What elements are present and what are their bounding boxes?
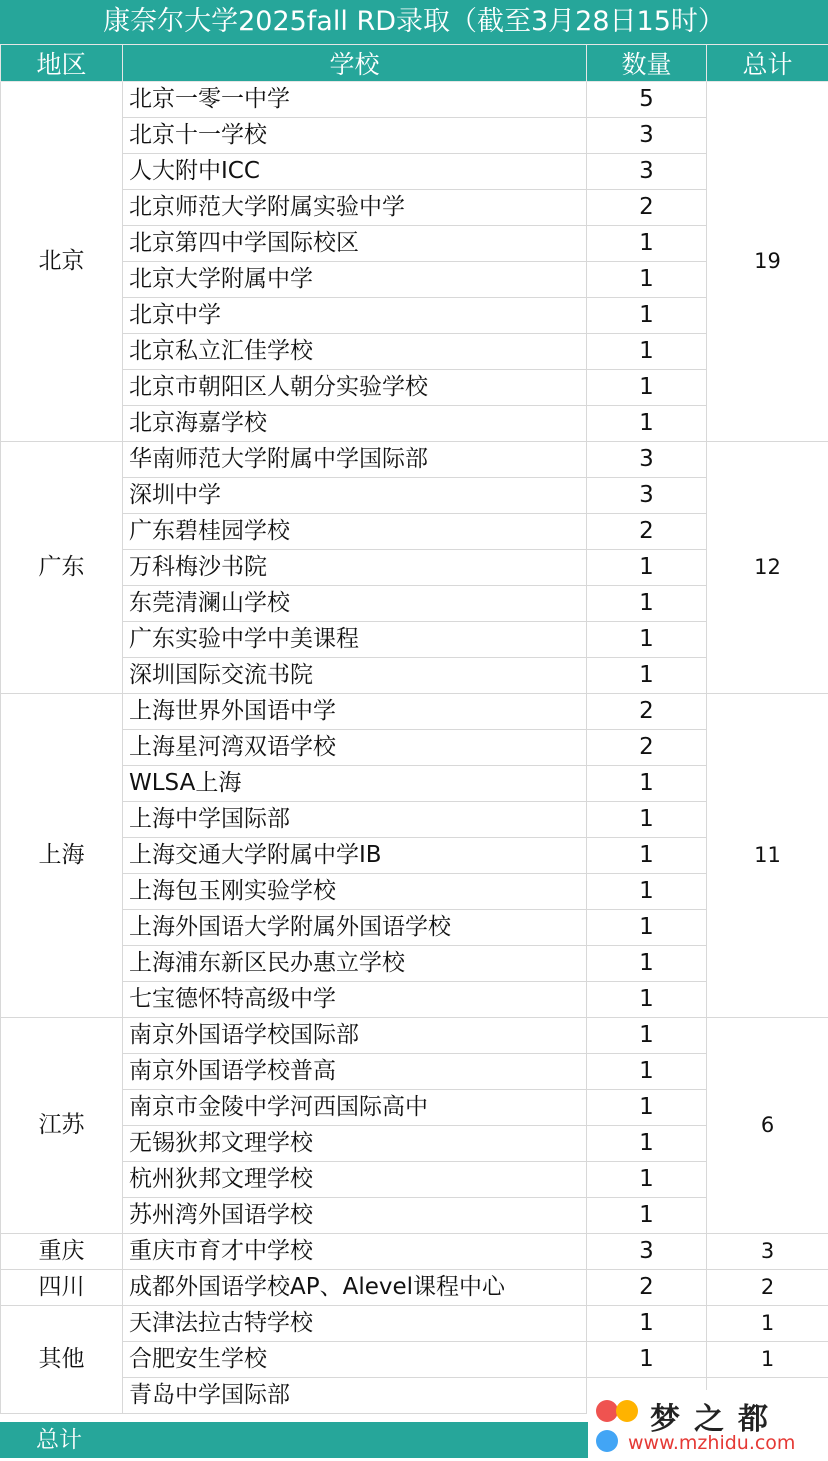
- total-cell: 3: [707, 1234, 828, 1270]
- table-row: [1, 1198, 828, 1234]
- table-row: [1, 154, 828, 190]
- count-cell: 1: [587, 910, 707, 946]
- count-cell: 2: [587, 694, 707, 730]
- yellow-face-icon: [616, 1400, 638, 1422]
- page-title: 康奈尔大学2025fall RD录取（截至3月28日15时）: [0, 0, 828, 44]
- school-cell: 华南师范大学附属中学国际部: [123, 442, 587, 478]
- red-face-icon: [596, 1400, 618, 1422]
- table-row: [1, 946, 828, 982]
- count-cell: 1: [587, 874, 707, 910]
- school-cell: 上海浦东新区民办惠立学校: [123, 946, 587, 982]
- table-row: [1, 298, 828, 334]
- school-cell: 北京第四中学国际校区: [123, 226, 587, 262]
- school-cell: 上海世界外国语中学: [123, 694, 587, 730]
- count-cell: 1: [587, 1162, 707, 1198]
- table-row: [1, 982, 828, 1018]
- count-cell: 1: [587, 1198, 707, 1234]
- count-cell: 3: [587, 442, 707, 478]
- school-cell: 上海包玉刚实验学校: [123, 874, 587, 910]
- region-cell: 上海: [1, 694, 123, 1018]
- table-row: [1, 514, 828, 550]
- count-cell: 1: [587, 946, 707, 982]
- school-cell: 北京私立汇佳学校: [123, 334, 587, 370]
- table-row: [1, 1054, 828, 1090]
- school-cell: 广东实验中学中美课程: [123, 622, 587, 658]
- count-cell: 1: [587, 370, 707, 406]
- count-cell: 1: [587, 586, 707, 622]
- count-cell: 2: [587, 1270, 707, 1306]
- table-row: [1, 370, 828, 406]
- table-row: [1, 1018, 828, 1054]
- school-cell: 杭州狄邦文理学校: [123, 1162, 587, 1198]
- watermark-logo: [588, 1390, 828, 1461]
- header-row: [1, 45, 828, 82]
- school-cell: 北京中学: [123, 298, 587, 334]
- table-row: [1, 694, 828, 730]
- school-cell: 北京一零一中学: [123, 82, 587, 118]
- region-cell: 重庆: [1, 1234, 123, 1270]
- count-cell: 1: [587, 1306, 707, 1342]
- school-cell: 深圳国际交流书院: [123, 658, 587, 694]
- table-row: [1, 1342, 828, 1378]
- count-cell: 1: [587, 1126, 707, 1162]
- table-row: [1, 838, 828, 874]
- table-row: [1, 802, 828, 838]
- total-cell: 19: [707, 82, 828, 442]
- school-cell: 北京海嘉学校: [123, 406, 587, 442]
- school-cell: 深圳中学: [123, 478, 587, 514]
- count-cell: 1: [587, 622, 707, 658]
- table-row: [1, 478, 828, 514]
- count-cell: 3: [587, 118, 707, 154]
- school-cell: 人大附中ICC: [123, 154, 587, 190]
- table-row: [1, 1162, 828, 1198]
- count-cell: 3: [587, 478, 707, 514]
- count-cell: 1: [587, 1054, 707, 1090]
- blue-face-icon: [596, 1430, 618, 1452]
- total-cell: 11: [707, 694, 828, 1018]
- school-cell: 上海外国语大学附属外国语学校: [123, 910, 587, 946]
- region-cell: 其他: [1, 1306, 123, 1414]
- count-cell: 1: [587, 1018, 707, 1054]
- header-region: 地区: [1, 45, 123, 82]
- count-cell: 5: [587, 82, 707, 118]
- school-cell: 无锡狄邦文理学校: [123, 1126, 587, 1162]
- school-cell: 北京师范大学附属实验中学: [123, 190, 587, 226]
- table-row: [1, 190, 828, 226]
- footer-total-bar: [0, 1422, 588, 1458]
- count-cell: 1: [587, 982, 707, 1018]
- total-cell: 1: [707, 1306, 828, 1342]
- count-cell: 1: [587, 334, 707, 370]
- count-cell: 1: [587, 550, 707, 586]
- table-row: [1, 1234, 828, 1270]
- table-row: [1, 658, 828, 694]
- count-cell: 1: [587, 226, 707, 262]
- count-cell: 2: [587, 514, 707, 550]
- table-row: [1, 766, 828, 802]
- table-row: [1, 910, 828, 946]
- table-row: [1, 730, 828, 766]
- school-cell: 万科梅沙书院: [123, 550, 587, 586]
- count-cell: 1: [587, 262, 707, 298]
- table-row: [1, 1090, 828, 1126]
- count-cell: 3: [587, 1234, 707, 1270]
- school-cell: 南京外国语学校国际部: [123, 1018, 587, 1054]
- school-cell: 成都外国语学校AP、Alevel课程中心: [123, 1270, 587, 1306]
- total-cell: 1: [707, 1342, 828, 1378]
- school-cell: 天津法拉古特学校: [123, 1306, 587, 1342]
- table-row: [1, 406, 828, 442]
- school-cell: WLSA上海: [123, 766, 587, 802]
- total-cell: 6: [707, 1018, 828, 1234]
- region-cell: 广东: [1, 442, 123, 694]
- school-cell: 南京市金陵中学河西国际高中: [123, 1090, 587, 1126]
- count-cell: 1: [587, 838, 707, 874]
- count-cell: 1: [587, 1090, 707, 1126]
- table-row: [1, 550, 828, 586]
- header-count: 数量: [587, 45, 707, 82]
- school-cell: 合肥安生学校: [123, 1342, 587, 1378]
- table-row: [1, 586, 828, 622]
- school-cell: 上海交通大学附属中学IB: [123, 838, 587, 874]
- count-cell: 3: [587, 154, 707, 190]
- table-row: [1, 1126, 828, 1162]
- region-cell: 四川: [1, 1270, 123, 1306]
- table-row: [1, 262, 828, 298]
- school-cell: 北京市朝阳区人朝分实验学校: [123, 370, 587, 406]
- header-school: 学校: [123, 45, 587, 82]
- table-row: [1, 1306, 828, 1342]
- header-total: 总计: [707, 45, 828, 82]
- count-cell: 1: [587, 802, 707, 838]
- footer-total-label: 总计: [36, 1427, 82, 1453]
- count-cell: 1: [587, 298, 707, 334]
- table-row: [1, 442, 828, 478]
- school-cell: 上海中学国际部: [123, 802, 587, 838]
- table-row: [1, 82, 828, 118]
- admissions-table: [0, 44, 828, 1414]
- region-cell: 江苏: [1, 1018, 123, 1234]
- count-cell: 1: [587, 658, 707, 694]
- table-row: [1, 334, 828, 370]
- count-cell: 1: [587, 766, 707, 802]
- table-row: [1, 1270, 828, 1306]
- school-cell: 青岛中学国际部: [123, 1378, 587, 1414]
- total-cell: 12: [707, 442, 828, 694]
- table-row: [1, 622, 828, 658]
- school-cell: 北京十一学校: [123, 118, 587, 154]
- school-cell: 东莞清澜山学校: [123, 586, 587, 622]
- school-cell: 七宝德怀特高级中学: [123, 982, 587, 1018]
- region-cell: 北京: [1, 82, 123, 442]
- school-cell: 广东碧桂园学校: [123, 514, 587, 550]
- school-cell: 上海星河湾双语学校: [123, 730, 587, 766]
- table-row: [1, 874, 828, 910]
- school-cell: 南京外国语学校普高: [123, 1054, 587, 1090]
- table-row: [1, 118, 828, 154]
- count-cell: 1: [587, 1342, 707, 1378]
- school-cell: 北京大学附属中学: [123, 262, 587, 298]
- count-cell: 2: [587, 730, 707, 766]
- total-cell: 2: [707, 1270, 828, 1306]
- watermark-brand: 梦之都: [650, 1402, 782, 1437]
- school-cell: 苏州湾外国语学校: [123, 1198, 587, 1234]
- school-cell: 重庆市育才中学校: [123, 1234, 587, 1270]
- table-row: [1, 226, 828, 262]
- count-cell: 2: [587, 190, 707, 226]
- watermark-url: www.mzhidu.com: [628, 1432, 796, 1454]
- count-cell: 1: [587, 406, 707, 442]
